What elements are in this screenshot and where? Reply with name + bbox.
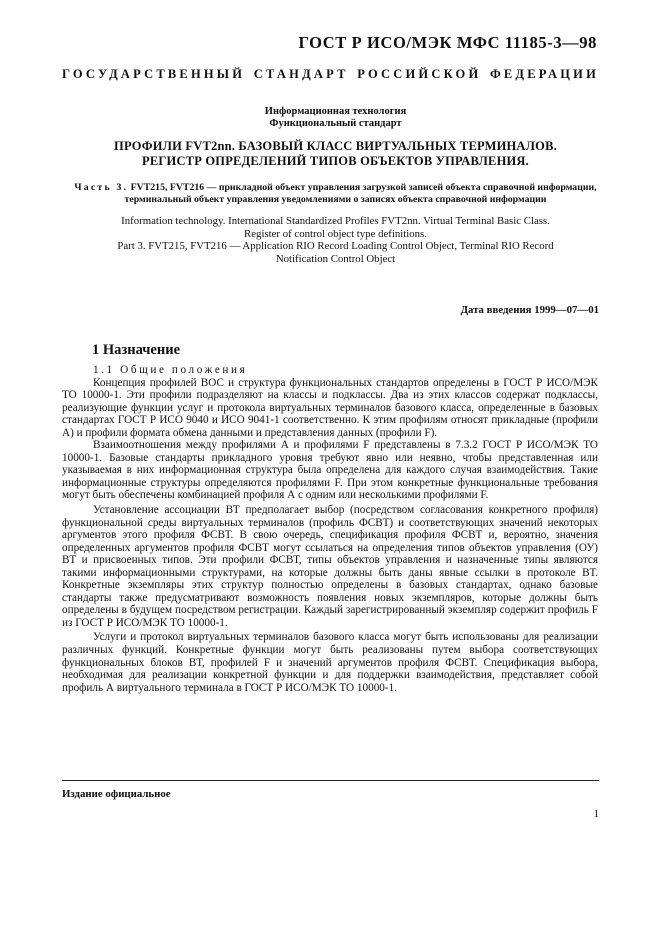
subject-block (72, 106, 599, 130)
part-title-russian (72, 182, 599, 205)
document-code: ГОСТ Р ИСО/МЭК МФС 11185-3—98 (298, 33, 597, 52)
section-body (62, 364, 598, 694)
title-line-2: РЕГИСТР ОПРЕДЕЛЕНИЙ ТИПОВ ОБЪЕКТОВ УПРАВЛЕНИЯ. (142, 154, 529, 168)
state-standard-heading: ГОСУДАРСТВЕННЫЙ СТАНДАРТ РОССИЙСКОЙ ФЕДЕРАЦИИ (62, 67, 599, 81)
document-title (72, 139, 599, 169)
english-line-3: Part 3. FVT215, FVT216 — Application RIO Record Loading Control Object, Terminal RIO Record (117, 240, 554, 252)
paragraph-3: Установление ассоциации ВТ предполагает выбор (посредством согласования конкретного профиля) функциональной среды виртуальных терминалов (профиль ФСВТ) и соответствующих значений некоторых аргументов этого профиля ФСВТ. В свою очередь, спецификация профиля ФСВТ и, вероятно, значения определенных аргументов профиля ФСВТ могут ссылаться на определения типов объектов управления (ОУ) ВТ и присвоенных типов. Эти профили ФСВТ, типы объектов управления и назначенные типы являются такими информационными структурами, на которые должны быть даны явные ссылки в протоколе ВТ. Конкретные экземпляры этих структур полностью определены в базовых стандартах, однако базовые стандарты также предусматривают возможность появления новых экземпляров, которые должны быть определены в будущем посредством регистрации. Каждый зарегистрированный экземпляр содержит профиль F из ГОСТ Р ИСО/МЭК ТО 10000-1. (62, 504, 598, 629)
section-heading: 1 Назначение (92, 342, 181, 358)
part-text: FVT215, FVT216 — прикладной объект управления загрузкой записей объекта справочной информации, терминальный объект управления уведомлениями о записях объекта справочной информации (124, 182, 597, 205)
paragraph-2: Взаимоотношения между профилями А и профилями F представлены в 7.3.2 ГОСТ Р ИСО/МЭК ТО 10000-1. Базовые стандарты прикладного уровня требуют явно или неявно, чтобы представленная или указываемая в них информационная структура была определена для каждого случая взаимодействия. Такие информационные структуры определяются профилями F. При этом конкретные функциональные требования могут быть обеспечены комбинацией профиля А с одним или несколькими профилями F. (62, 439, 598, 502)
part-prefix: Часть 3. (74, 182, 129, 193)
page-number: 1 (593, 808, 599, 820)
introduction-date: Дата введения 1999—07—01 (460, 304, 599, 316)
subject-line-1: Информационная технология (264, 106, 407, 117)
edition-label: Издание официальное (62, 788, 171, 800)
title-line-1: ПРОФИЛИ FVT2nn. БАЗОВЫЙ КЛАСС ВИРТУАЛЬНЫХ ТЕРМИНАЛОВ. (114, 139, 557, 153)
english-line-1: Information technology. International Standardized Profiles FVT2nn. Virtual Terminal Basic Class. (121, 215, 550, 227)
subsection-heading: 1.1 Общие положения (93, 364, 248, 376)
paragraph-1: Концепция профилей ВОС и структура функциональных стандартов определены в ГОСТ Р ИСО/МЭК ТО 10000-1. Эти профили подразделяют на классы и подклассы. Два из этих классов содержат подклассы, реализующие функции услуг и протокола виртуальных терминалов базового класса, определенные в базовых стандартах ГОСТ Р ИСО 9040 и ИСО 9041-1 соответственно. К этим профилям относят прикладные (профили А) и профили формата обмена данными и представления данных (профили F). (62, 376, 598, 439)
english-title (72, 215, 599, 265)
english-line-2: Register of control object type definitions. (244, 227, 427, 240)
subject-line-2: Функциональный стандарт (269, 118, 402, 129)
english-line-4: Notification Control Object (275, 252, 396, 265)
footer-divider (62, 780, 599, 781)
paragraph-4: Услуги и протокол виртуальных терминалов базового класса могут быть использованы для реализации различных функций. Конкретные функции могут быть реализованы путем выбора соответствующих функциональных блоков ВТ, профилей F и значений аргументов профиля ФСВТ. Спецификация выбора, необходимая для реализации конкретной функции и для поддержки взаимодействия, представляет собой профиль А виртуального терминала в ГОСТ Р ИСО/МЭК ТО 10000-1. (62, 631, 598, 694)
